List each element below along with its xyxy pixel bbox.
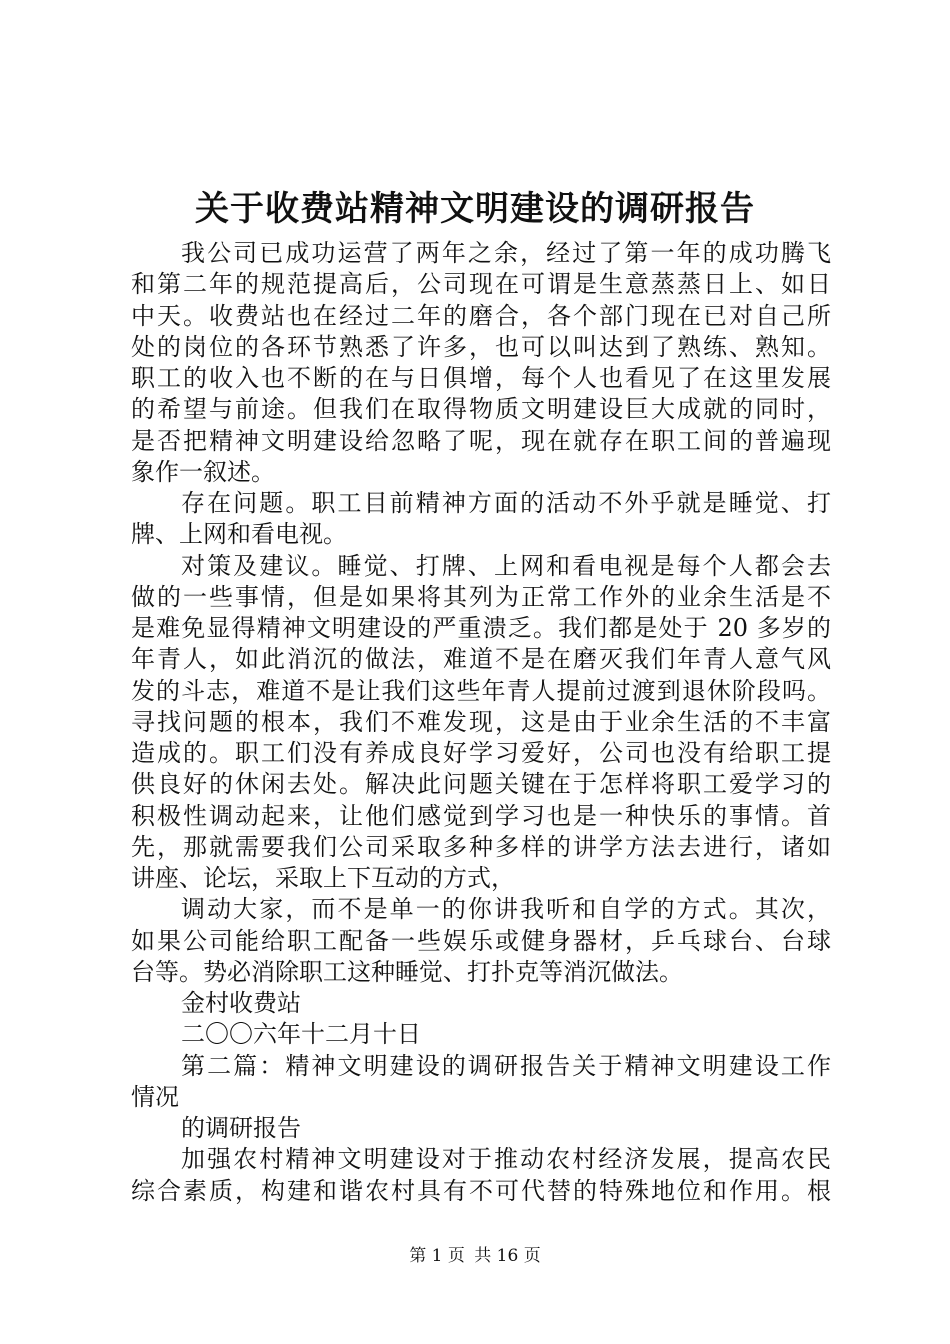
body-line: 象作一叙述。 bbox=[131, 457, 275, 486]
page-total: 共 16 页 bbox=[474, 1246, 541, 1266]
body-line: 对策及建议。睡觉、打牌、上网和看电视是每个人都会去 bbox=[181, 551, 831, 580]
body-line: 年青人，如此消沉的做法，难道不是在磨灭我们年青人意气风 bbox=[131, 645, 831, 674]
body-line: 做的一些事情，但是如果将其列为正常工作外的业余生活是不 bbox=[131, 582, 831, 611]
body-line: 是否把精神文明建设给忽略了呢，现在就存在职工间的普遍现 bbox=[131, 426, 831, 455]
body-line: 的希望与前途。但我们在取得物质文明建设巨大成就的同时， bbox=[131, 395, 831, 424]
page-number: 第 1 页 bbox=[409, 1246, 465, 1266]
body-line: 先，那就需要我们公司采取多种多样的讲学方法去进行，诸如 bbox=[131, 832, 831, 861]
body-line: 存在问题。职工目前精神方面的活动不外乎就是睡觉、打 bbox=[181, 489, 831, 517]
body-line: 供良好的休闲去处。解决此问题关键在于怎样将职工爱学习的 bbox=[131, 770, 831, 799]
body-line: 是难免显得精神文明建设的严重溃乏。我们都是处于 20 多岁的 bbox=[131, 614, 831, 642]
body-line: 中天。收费站也在经过二年的磨合，各个部门现在已对自己所 bbox=[131, 301, 831, 330]
signature-date: 二〇〇六年十二月十日 bbox=[181, 1020, 421, 1049]
document-body bbox=[131, 238, 831, 1207]
body-line: 处的岗位的各环节熟悉了许多，也可以叫达到了熟练、熟知。 bbox=[131, 332, 831, 361]
page-footer bbox=[0, 1244, 950, 1268]
body-line: 造成的。职工们没有养成良好学习爱好，公司也没有给职工提 bbox=[131, 739, 831, 767]
section-heading: 情况 bbox=[131, 1082, 179, 1111]
body-line: 讲座、论坛，采取上下互动的方式， bbox=[131, 864, 515, 892]
body-line: 台等。势必消除职工这种睡觉、打扑克等消沉做法。 bbox=[131, 957, 683, 986]
body-line: 我公司已成功运营了两年之余，经过了第一年的成功腾飞 bbox=[181, 239, 831, 267]
body-line: 寻找问题的根本，我们不难发现，这是由于业余生活的不丰富 bbox=[131, 707, 831, 736]
body-line: 和第二年的规范提高后，公司现在可谓是生意蒸蒸日上、如日 bbox=[131, 270, 831, 299]
signature-org: 金村收费站 bbox=[181, 989, 301, 1017]
body-line: 积极性调动起来，让他们感觉到学习也是一种快乐的事情。首 bbox=[131, 801, 831, 830]
document-title: 关于收费站精神文明建设的调研报告 bbox=[195, 189, 755, 229]
body-line: 综合素质，构建和谐农村具有不可代替的特殊地位和作用。根 bbox=[131, 1176, 831, 1205]
body-line: 调动大家，而不是单一的你讲我听和自学的方式。其次， bbox=[181, 895, 831, 924]
section-heading: 第二篇：精神文明建设的调研报告关于精神文明建设工作 bbox=[181, 1051, 831, 1080]
section-heading: 的调研报告 bbox=[181, 1114, 301, 1142]
body-line: 牌、上网和看电视。 bbox=[131, 520, 347, 549]
body-line: 如果公司能给职工配备一些娱乐或健身器材，乒乓球台、台球 bbox=[131, 926, 831, 955]
body-line: 发的斗志，难道不是让我们这些年青人提前过渡到退休阶段吗。 bbox=[131, 676, 831, 705]
body-line: 加强农村精神文明建设对于推动农村经济发展，提高农民 bbox=[181, 1145, 831, 1174]
body-line: 职工的收入也不断的在与日俱增，每个人也看见了在这里发展 bbox=[131, 364, 831, 392]
